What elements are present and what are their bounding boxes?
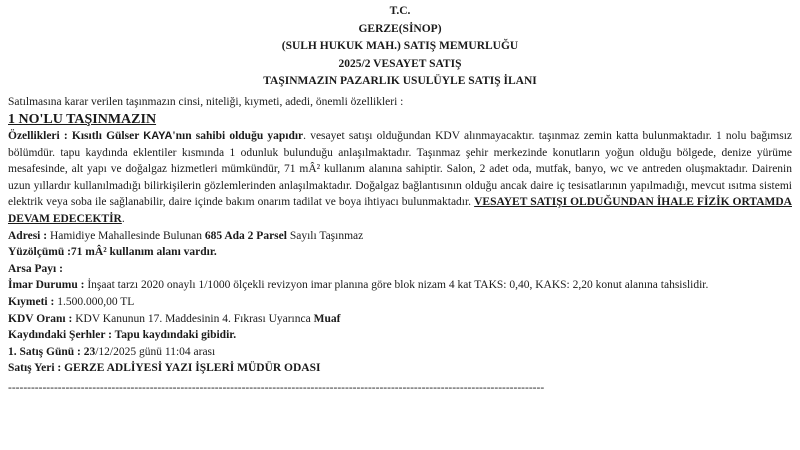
sale-date-text: /12/2025 günü 11:04 arası	[95, 345, 216, 358]
vat-text: KDV Kanunun 17. Maddesinin 4. Fıkrası Uyarınca	[75, 312, 314, 325]
zoning-row	[8, 277, 792, 294]
land-share-label: Arsa Payı :	[8, 262, 63, 275]
annotations-row	[8, 327, 792, 344]
area-row	[8, 244, 792, 261]
annotations-text: Kaydındaki Şerhler : Tapu kaydındaki gibidir.	[8, 329, 237, 342]
address-row	[8, 228, 792, 245]
address-text-b: Sayılı Taşınmaz	[286, 229, 364, 242]
header-office: (SULH HUKUK MAH.) SATIŞ MEMURLUĞU	[281, 40, 519, 52]
announcement-body	[8, 94, 792, 397]
property-section-title: 1 NO'LU TAŞINMAZIN	[8, 112, 157, 128]
sale-date-row	[8, 344, 792, 361]
vat-label: KDV Oranı :	[8, 312, 76, 325]
properties-owner-b: 'nın sahibi olduğu yapıdır	[172, 130, 304, 143]
value-amount: 1.500.000,00 TL	[57, 296, 135, 309]
auction-notice: VESAYET SATIŞI OLDUĞUNDAN İHALE FİZİK ORTAMDA DEVAM EDECEKTİR	[8, 196, 792, 226]
area-text: Yüzölçümü :71 mÂ² kullanım alanı vardır.	[8, 246, 217, 259]
intro-text: Satılmasına karar verilen taşınmazın cinsi, niteliği, kıymeti, adedi, önemli özellikleri :	[8, 95, 404, 108]
address-label: Adresi :	[8, 229, 50, 242]
announcement-header	[8, 0, 792, 91]
header-tc: T.C.	[389, 5, 411, 17]
vat-row	[8, 311, 792, 328]
properties-end: .	[121, 213, 125, 226]
zoning-label: İmar Durumu :	[8, 279, 88, 292]
header-location: GERZE(SİNOP)	[358, 22, 442, 35]
address-parcel: 685 Ada 2 Parsel	[204, 229, 287, 242]
land-share-row	[8, 261, 792, 278]
properties-owner-a: Kısıtlı Gülser	[71, 130, 144, 143]
value-label: Kıymeti :	[8, 296, 58, 309]
properties-label: Özellikleri :	[8, 130, 72, 143]
sale-date-label: 1. Satış Günü :	[8, 345, 84, 358]
sale-place-row	[8, 360, 792, 377]
zoning-text: İnşaat tarzı 2020 onaylı 1/1000 ölçekli revizyon imar planına göre blok nizam 4 kat TAKS: 0,40, KAKS: 2,20 konut alanına tahsislidir.	[87, 279, 709, 292]
header-file-number: 2025/2 VESAYET SATIŞ	[338, 57, 462, 70]
address-text-a: Hamidiye Mahallesinde Bulunan	[49, 229, 205, 242]
header-title: TAŞINMAZIN PAZARLIK USULÜYLE SATIŞ İLANI	[263, 75, 537, 87]
properties-owner-name: KAYA	[143, 130, 173, 143]
value-row	[8, 294, 792, 311]
properties-paragraph	[8, 128, 792, 228]
divider-line: --------------------------------------------------------------------------------------------------------------------------------------------	[8, 382, 545, 394]
sale-date-day: 23	[83, 345, 96, 358]
vat-exempt: Muaf	[313, 312, 341, 325]
properties-text: . vesayet satışı olduğundan KDV alınmayacaktır. taşınmaz zemin katta bulunmaktadır. 1 nolu bağımsız bölümdür. tapu kaydında eklentiler kısmında 1 odunluk bulunduğu anlaşılmaktadır. Taşınmaz şehir merkezinde konutların yoğun olduğu bölgede, denize yürüme mesafesinde, alt yapı ve doğalgaz hizmetleri mümkündür, 71 mÂ² kullanım alanına sahiptir. Salon, 2 adet oda, mutfak, banyo, wc ve antreden oluşmaktadır. Dairenin uzun yıllardır kullanılmadığı bilirkişilerin gözlemlerinden anlaşılmaktadır. Doğalgaz bağlantısının olduğu ancak daire iç tesisatlarının yapılmadığı, mevcut ısıtma sistemi elektrik veya soba ile sağlanabilir, daire içinde bakım onarım tadilat ve boya ihtiyacı bulunmaktadır.	[8, 130, 793, 209]
sale-place-text: Satış Yeri : GERZE ADLİYESİ YAZI İŞLERİ MÜDÜR ODASI	[8, 362, 321, 375]
